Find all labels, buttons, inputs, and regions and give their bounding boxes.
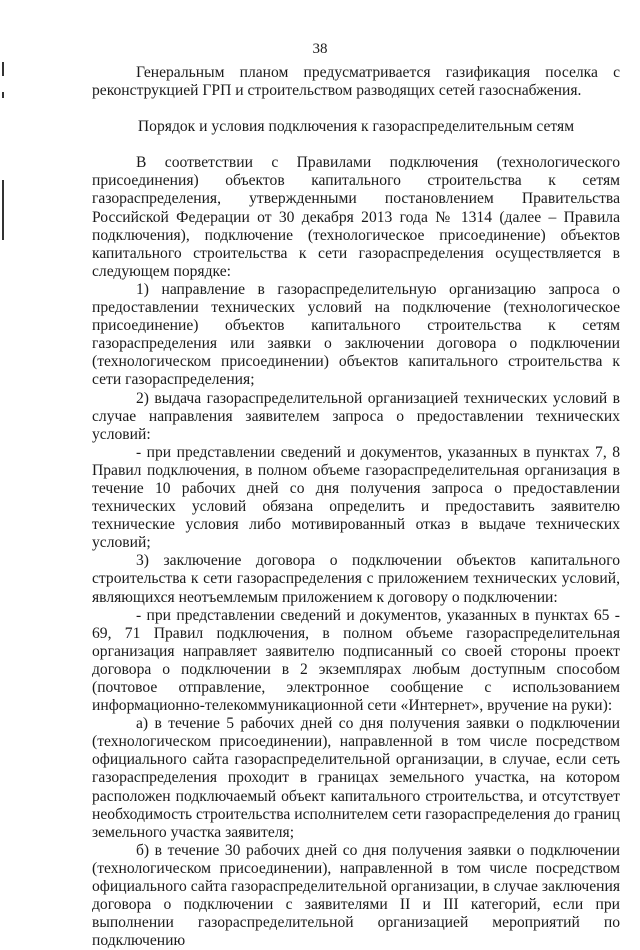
margin-scan-mark xyxy=(2,180,4,240)
paragraph-item-1: 1) направление в газораспределительную организацию запроса о предоставлении технических условий на подключение (технологическое присоединение) объектов капитального строительства к сетям газораспределения или заявки о заключении договора о подключении (технологическом присоединении) объектов капитального строительства к сети газораспределения; xyxy=(92,280,620,389)
margin-scan-mark xyxy=(2,62,4,76)
page-number: 38 xyxy=(312,41,328,57)
paragraph-sub-item: - при представлении сведений и документов, указанных в пунктах 7, 8 Правил подключения, в полном объеме газораспределительная организация в течение 10 рабочих дней со дня получения запроса о предоставлении технических условий обязана определить и предоставить заявителю технические условия либо мотивированный отказ в выдаче технических условий; xyxy=(92,443,620,552)
paragraph-sub-item: - при представлении сведений и документов, указанных в пунктах 65 - 69, 71 Правил подключения, в полном объеме газораспределительная организация направляет заявителю подписанный со своей стороны проект договора о подключении в 2 экземплярах любым доступным способом (почтовое отправление, электронное сообщение с использованием информационно-телекоммуникационной сети «Интернет», вручение на руки): xyxy=(92,606,620,715)
paragraph-intro: Генеральным планом предусматривается газификация поселка с реконструкцией ГРП и строительством разводящих сетей газоснабжения. xyxy=(92,64,620,100)
margin-scan-mark xyxy=(2,92,4,98)
paragraph-item-3: 3) заключение договора о подключении объектов капитального строительства к сети газораспределения с приложением технических условий, являющихся неотъемлемым приложением к договору о подключении: xyxy=(92,552,620,606)
paragraph-item-2: 2) выдача газораспределительной организацией технических условий в случае направления заявителем запроса о предоставлении технических условий: xyxy=(92,389,620,443)
paragraph-item-a: а) в течение 5 рабочих дней со дня получения заявки о подключении (технологическом присоединении), направленной в том числе посредством официального сайта газораспределительной организации, в случае, если сеть газораспределения проходит в границах земельного участка, на котором расположен подключаемый объект капитального строительства, и отсутствует необходимость строительства исполнителем сети газораспределения до границ земельного участка заявителя; xyxy=(92,715,620,841)
paragraph: В соответствии с Правилами подключения (технологического присоединения) объектов капитального строительства к сетям газораспределения, утвержденными постановлением Правительства Российской Федерации от 30 декабря 2013 года № 1314 (далее – Правила подключения), подключение (технологическое присоединение) объектов капитального строительства к сети газораспределения осуществляется в следующем порядке: xyxy=(92,154,620,280)
section-heading: Порядок и условия подключения к газораспределительным сетям xyxy=(137,118,575,136)
paragraph-item-b: б) в течение 30 рабочих дней со дня получения заявки о подключении (технологическом присоединении), направленной в том числе посредством официального сайта газораспределительной организации, в случае заключения договора о подключении с заявителями II и III категорий, если при выполнении газораспределительной организацией мероприятий по подключению xyxy=(92,841,620,950)
document-body xyxy=(92,64,620,950)
